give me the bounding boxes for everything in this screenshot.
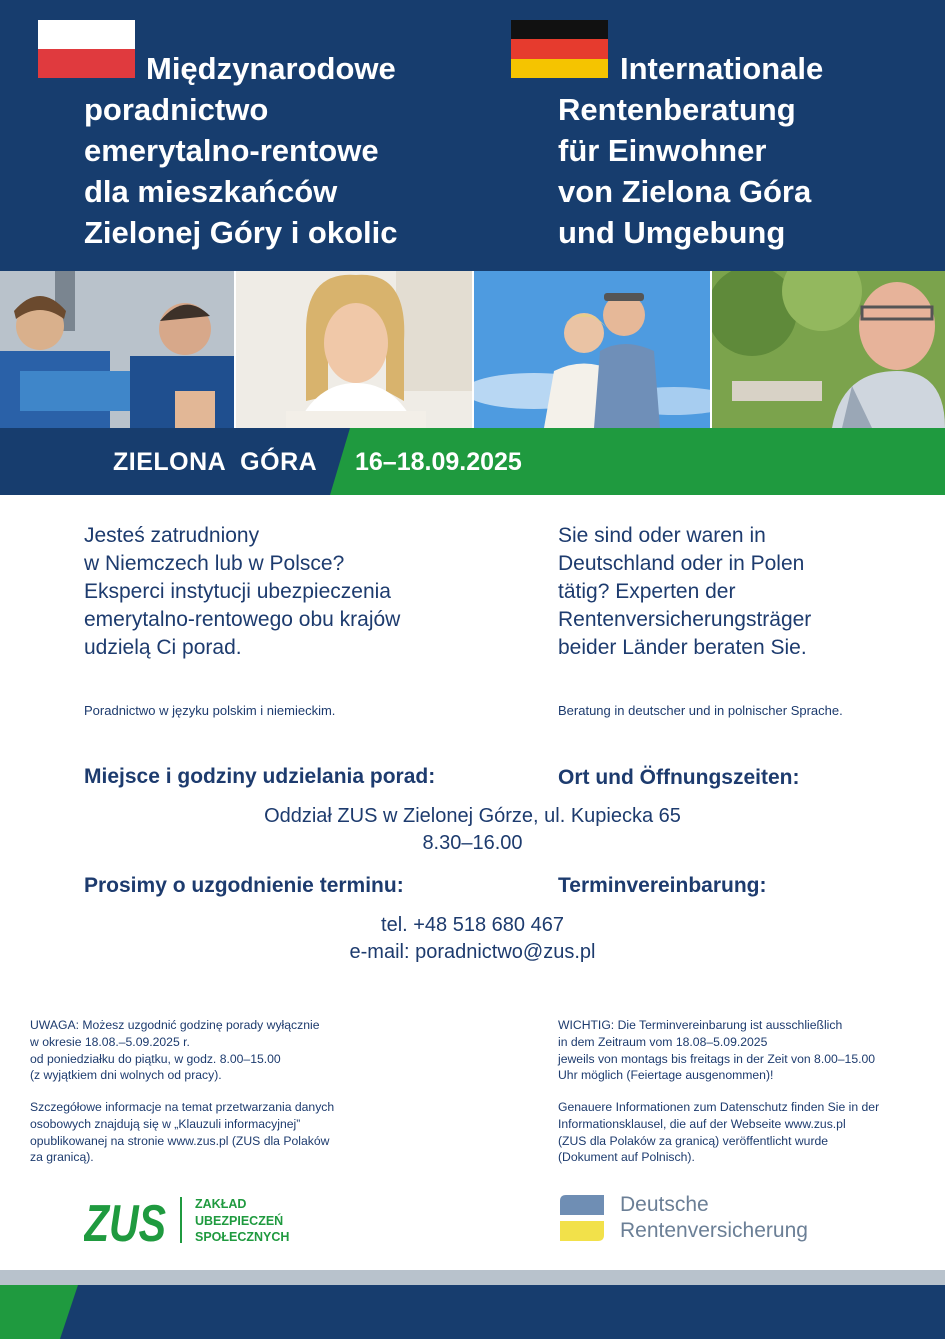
note-line: opublikowanej na stronie www.zus.pl (ZUS dla Polaków bbox=[30, 1133, 330, 1148]
senior-man-photo bbox=[712, 271, 945, 428]
drv-logo-icon bbox=[558, 1193, 606, 1248]
note-line: (Dokument auf Polnisch). bbox=[558, 1150, 695, 1165]
title-line: Internationale bbox=[620, 51, 824, 86]
venue-address: Oddział ZUS w Zielonej Górze, ul. Kupiecka 65 bbox=[264, 805, 681, 827]
title-line: von Zielona Góra bbox=[558, 174, 812, 209]
zus-name-line: ZAKŁAD bbox=[195, 1197, 247, 1211]
note-line: Uhr möglich (Feiertage ausgenommen)! bbox=[558, 1068, 774, 1083]
note-line: w okresie 18.08.–5.09.2025 r. bbox=[30, 1034, 190, 1049]
zus-name-line: UBEZPIECZEŃ bbox=[195, 1213, 284, 1228]
intro-line: Rentenversicherungsträger bbox=[558, 608, 812, 631]
note-line: (ZUS dla Polaków za granicą) veröffentlicht wurde bbox=[558, 1133, 829, 1148]
title-line: emerytalno-rentowe bbox=[84, 133, 379, 168]
intro-polish bbox=[84, 522, 400, 662]
zus-logo bbox=[84, 1195, 184, 1250]
language-note-polish: Poradnictwo w języku polskim i niemieckim. bbox=[84, 703, 336, 718]
place-heading-polish: Miejsce i godziny udzielania porad: bbox=[84, 765, 436, 788]
workshop-photo bbox=[0, 271, 234, 428]
intro-line: tätig? Experten der bbox=[558, 580, 736, 603]
note-line: WICHTIG: Die Terminvereinbarung ist ausschließlich bbox=[558, 1018, 843, 1032]
note-line: Informationsklausel, die auf der Webseite www.zus.pl bbox=[558, 1116, 846, 1131]
header-banner bbox=[0, 0, 945, 271]
notice-german bbox=[558, 1017, 875, 1084]
language-note-german: Beratung in deutscher und in polnischer Sprache. bbox=[558, 703, 843, 718]
intro-line: Eksperci instytucji ubezpieczenia bbox=[84, 580, 391, 603]
title-line: und Umgebung bbox=[558, 215, 786, 250]
photo-strip bbox=[0, 271, 945, 428]
intro-line: Sie sind oder waren in bbox=[558, 524, 766, 547]
appointment-heading-polish: Prosimy o uzgodnienie terminu: bbox=[84, 874, 404, 897]
title-line: für Einwohner bbox=[558, 133, 767, 168]
intro-line: Jesteś zatrudniony bbox=[84, 524, 260, 547]
event-dates: 16–18.09.2025 bbox=[355, 448, 522, 476]
note-line: od poniedziałku do piątku, w godz. 8.00–15.00 bbox=[30, 1051, 281, 1066]
intro-line: emerytalno-rentowego obu krajów bbox=[84, 608, 401, 631]
title-line: poradnictwo bbox=[84, 92, 269, 127]
senior-couple-photo bbox=[474, 271, 710, 428]
privacy-note-polish bbox=[30, 1099, 334, 1166]
zus-name-line: SPOŁECZNYCH bbox=[195, 1230, 290, 1244]
intro-german bbox=[558, 522, 811, 662]
drv-name bbox=[620, 1192, 808, 1244]
polish-title bbox=[84, 48, 398, 253]
phone-number[interactable]: tel. +48 518 680 467 bbox=[381, 914, 564, 936]
event-city: ZIELONA GÓRA bbox=[113, 448, 318, 476]
intro-line: w Niemczech lub w Polsce? bbox=[84, 552, 345, 575]
title-line: Zielonej Góry i okolic bbox=[84, 215, 398, 250]
place-heading-german: Ort und Öffnungszeiten: bbox=[558, 766, 800, 789]
drv-name-line: Deutsche bbox=[620, 1193, 709, 1216]
note-line: UWAGA: Możesz uzgodnić godzinę porady wyłącznie bbox=[30, 1018, 320, 1032]
note-line: osobowych znajdują się w „Klauzuli informacyjnej” bbox=[30, 1116, 301, 1131]
title-line: Międzynarodowe bbox=[146, 51, 396, 86]
drv-name-line: Rentenversicherung bbox=[620, 1219, 808, 1242]
note-line: za granicą). bbox=[30, 1150, 94, 1165]
intro-line: Deutschland oder in Polen bbox=[558, 552, 805, 575]
privacy-note-german bbox=[558, 1099, 879, 1166]
opening-hours: 8.30–16.00 bbox=[422, 832, 523, 854]
german-title bbox=[558, 48, 823, 253]
zus-name bbox=[195, 1196, 289, 1246]
note-line: (z wyjątkiem dni wolnych od pracy). bbox=[30, 1068, 222, 1083]
title-line: Rentenberatung bbox=[558, 92, 796, 127]
appointment-heading-german: Terminvereinbarung: bbox=[558, 874, 767, 897]
note-line: jeweils von montags bis freitags in der Zeit von 8.00–15.00 bbox=[558, 1051, 876, 1066]
email-address[interactable]: e-mail: poradnictwo@zus.pl bbox=[349, 941, 596, 963]
note-line: in dem Zeitraum vom 18.08–5.09.2025 bbox=[558, 1034, 768, 1049]
intro-line: udzielą Ci porad. bbox=[84, 636, 242, 659]
woman-portrait-photo bbox=[236, 271, 472, 428]
note-line: Genauere Informationen zum Datenschutz finden Sie in der bbox=[558, 1100, 880, 1114]
title-line: dla mieszkańców bbox=[84, 174, 338, 209]
intro-line: beider Länder beraten Sie. bbox=[558, 636, 807, 659]
footer-stripes bbox=[0, 1270, 945, 1339]
note-line: Szczegółowe informacje na temat przetwarzania danych bbox=[30, 1100, 335, 1114]
notice-polish bbox=[30, 1017, 319, 1084]
zus-mark: ZUS bbox=[84, 1195, 167, 1245]
